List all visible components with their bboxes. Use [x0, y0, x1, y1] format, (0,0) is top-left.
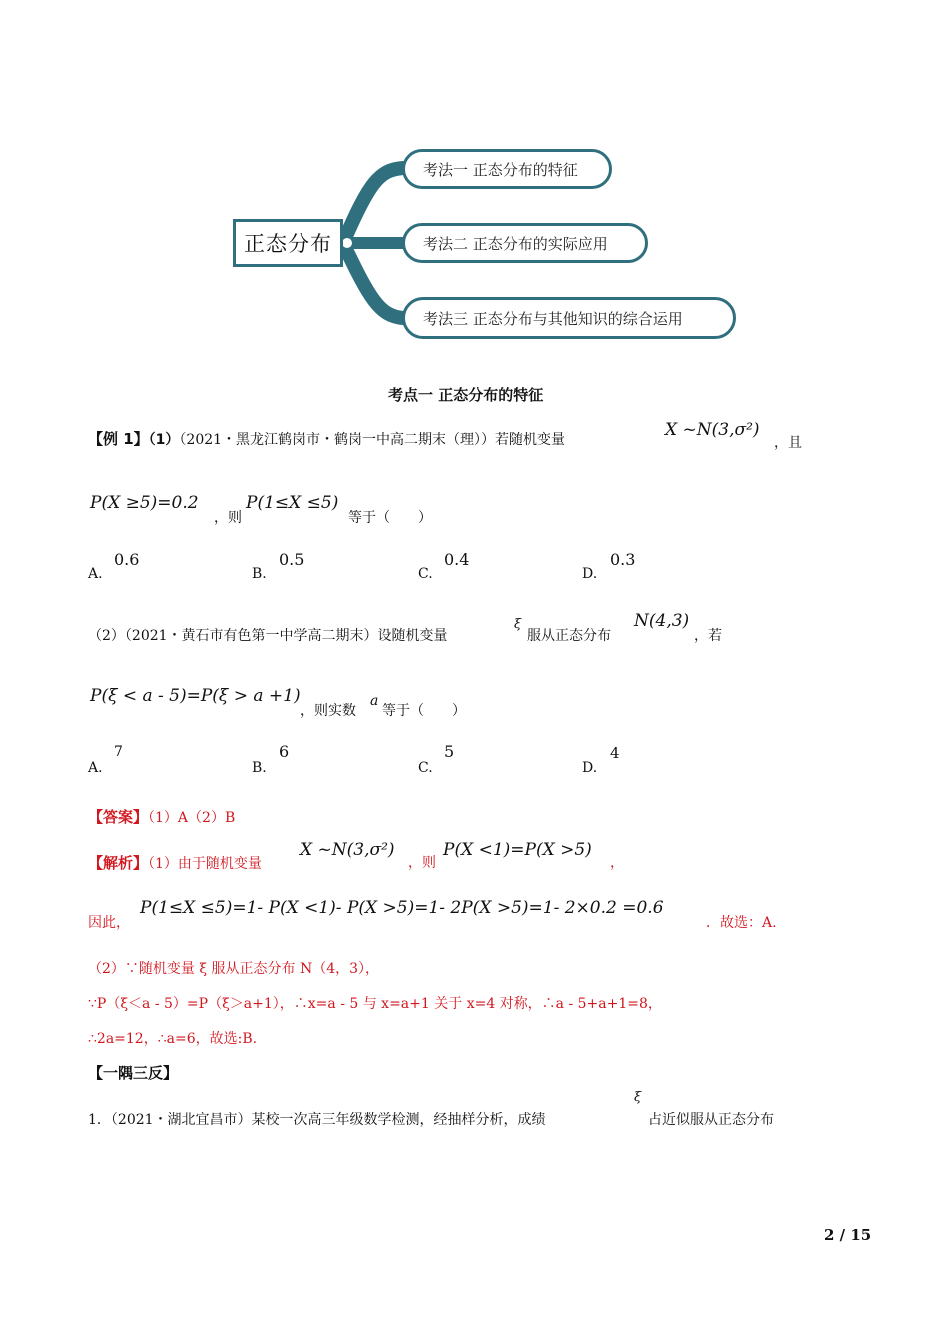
analysis-line1-end: ， — [610, 855, 624, 871]
option2-b-value: 6 — [279, 742, 290, 761]
example-label: 【例 1】 — [88, 430, 149, 448]
option-b-value: 0.5 — [279, 550, 305, 569]
example-part2-then: ，则实数 — [300, 703, 356, 719]
example-part1-num: （1） — [148, 432, 180, 448]
analysis-line1-text: （1）由于随机变量 — [148, 856, 262, 872]
option2-c-letter: C. — [418, 760, 433, 776]
option2-d-letter: D. — [582, 760, 598, 776]
example-part2-a: a — [370, 693, 379, 709]
mindmap-branch-2: 考法二 正态分布的实际应用 — [402, 223, 648, 263]
example-part2-lead: （2）（2021・黄石市有色第一中学高二期末）设随机变量 — [88, 628, 448, 644]
option-a-value: 0.6 — [114, 550, 140, 569]
mindmap-center: 正态分布 — [233, 219, 343, 267]
analysis-line1-then: ，则 — [408, 855, 436, 871]
mindmap-connectors — [0, 0, 950, 400]
example-part1-then: ，则 — [214, 510, 242, 526]
practice-q1-lead: 1．（2021・湖北宜昌市）某校一次高三年级数学检测，经抽样分析，成绩 — [88, 1112, 546, 1128]
example-part2-mid: 服从正态分布 — [527, 628, 611, 644]
option2-a-value: 7 — [114, 744, 123, 760]
mindmap-branch-1: 考法一 正态分布的特征 — [402, 149, 612, 189]
analysis-line5: ∴2a=12，∴a=6，故选:B. — [88, 1031, 258, 1047]
answer-label: 【答案】 — [88, 808, 149, 826]
option-b-letter: B. — [252, 566, 267, 582]
example-part1-cond: P(X ≥5)=0.2 — [90, 493, 199, 513]
practice-q1-tail: 占近似服从正态分布 — [648, 1112, 774, 1128]
example-part2-cond: P(ξ < a - 5)=P(ξ > a +1) — [90, 686, 301, 706]
example1-line1 — [88, 428, 565, 449]
answer-line — [88, 806, 235, 827]
analysis-line2-eq: P(1≤X ≤5)=1- P(X <1)- P(X >5)=1- 2P(X >5)=1- 2×0.2 =0.6 — [140, 898, 664, 918]
analysis-line2-lead: 因此， — [88, 915, 130, 931]
option-c-value: 0.4 — [444, 550, 470, 569]
example-part1-tail: 等于（ ） — [348, 510, 432, 526]
option2-c-value: 5 — [444, 742, 455, 761]
analysis-line1-dist: X ~N(3,σ²) — [300, 840, 395, 860]
option-a-letter: A. — [88, 566, 103, 582]
option-d-value: 0.3 — [610, 550, 636, 569]
option2-a-letter: A. — [88, 760, 103, 776]
analysis-line4: ∵P（ξ＜a - 5）=P（ξ＞a+1），∴x=a - 5 与 x=a+1 关于 x=4 对称，∴a - 5+a+1=8， — [88, 996, 662, 1012]
answer-text: （1）A（2）B — [148, 810, 236, 826]
page-number: 2 / 15 — [824, 1226, 872, 1244]
example-part2-var: ξ — [514, 617, 522, 632]
practice-q1-var: ξ — [634, 1090, 642, 1105]
example-part2-suffix: ，若 — [694, 628, 722, 644]
section-title: 考点一 正态分布的特征 — [388, 386, 544, 404]
option2-d-value: 4 — [610, 744, 620, 762]
example-part2-tail: 等于（ ） — [382, 703, 466, 719]
analysis-label: 【解析】 — [88, 854, 149, 872]
example-part1-dist: X ~N(3,σ²) — [665, 420, 760, 440]
example-part1-ask: P(1≤X ≤5) — [246, 493, 339, 513]
option2-b-letter: B. — [252, 760, 267, 776]
practice-label: 【一隅三反】 — [88, 1064, 179, 1082]
example-part1-suffix: ，且 — [774, 435, 802, 451]
analysis-line1-lead — [88, 852, 262, 873]
analysis-line1-eq: P(X <1)=P(X >5) — [443, 840, 592, 860]
example-part1-source: （2021・黑龙江鹤岗市・鹤岗一中高二期末（理））若随机变量 — [179, 432, 566, 448]
mindmap-branch-3: 考法三 正态分布与其他知识的综合运用 — [402, 297, 736, 339]
analysis-line2-tail: ．故选：A. — [706, 915, 777, 931]
example-part2-dist: N(4,3) — [634, 611, 690, 631]
analysis-line3: （2）∵随机变量 ξ 服从正态分布 N（4，3）， — [88, 961, 380, 977]
option-d-letter: D. — [582, 566, 598, 582]
option-c-letter: C. — [418, 566, 433, 582]
